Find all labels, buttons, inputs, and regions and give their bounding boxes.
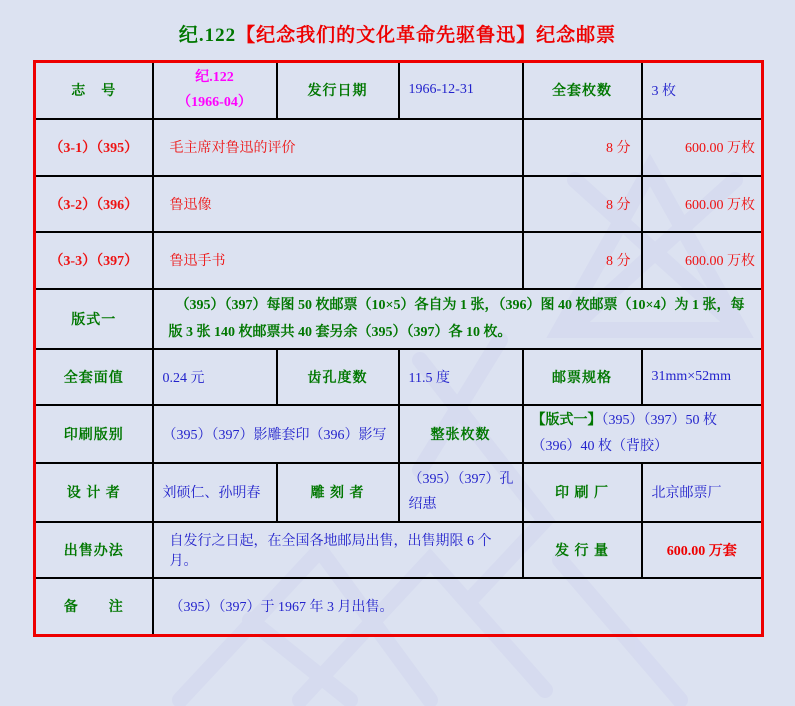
- format-label: 版式一: [35, 289, 153, 349]
- row-format: [35, 289, 763, 349]
- stamp-quantity: 600.00 万枚: [642, 176, 763, 232]
- sheet-count-prefix: 【版式一】: [531, 412, 602, 428]
- page-title: [0, 20, 795, 47]
- circulation-value: 600.00 万套: [642, 522, 763, 578]
- format-value: （395）（397）每图 50 枚邮票（10×5）各自为 1 张，（396）图 40 枚邮票（10×4）为 1 张，每版 3 张 140 枚邮票共 40 套另余（395）（397）各 10 枚。: [153, 289, 763, 349]
- title-text: 【纪念我们的文化革命先驱鲁迅】纪念邮票: [236, 25, 617, 46]
- row-sale-method: [35, 522, 763, 578]
- stamp-name: 毛主席对鲁迅的评价: [153, 119, 523, 176]
- stamp-no: （3-2）（396）: [35, 176, 153, 232]
- stamp-denomination: 8 分: [523, 176, 642, 232]
- sale-method-value: 自发行之日起，在全国各地邮局出售，出售期限 6 个月。: [153, 522, 523, 578]
- perforation-value: 11.5 度: [399, 349, 523, 405]
- stamp-info-table: [33, 60, 764, 637]
- stamp-denomination: 8 分: [523, 232, 642, 289]
- circulation-label: 发 行 量: [523, 522, 642, 578]
- engraver-value: （395）（397）孔绍惠: [399, 463, 523, 522]
- stamp-size-value: 31mm×52mm: [642, 349, 763, 405]
- row-remark: [35, 578, 763, 636]
- printing-label: 印刷版别: [35, 405, 153, 463]
- row-designer: [35, 463, 763, 522]
- sheet-count-label: 整张枚数: [399, 405, 523, 463]
- catalog-code: 纪.122: [178, 25, 237, 46]
- printer-value: 北京邮票厂: [642, 463, 763, 522]
- stamp-row: [35, 176, 763, 232]
- engraver-label: 雕 刻 者: [277, 463, 399, 522]
- sale-method-label: 出售办法: [35, 522, 153, 578]
- catalog-no-label: 志 号: [35, 62, 153, 119]
- stamp-quantity: 600.00 万枚: [642, 119, 763, 176]
- stamp-size-label: 邮票规格: [523, 349, 642, 405]
- issue-date-value: 1966-12-31: [399, 62, 523, 119]
- face-value-value: 0.24 元: [153, 349, 277, 405]
- row-catalog: [35, 62, 763, 119]
- perforation-label: 齿孔度数: [277, 349, 399, 405]
- designer-label: 设 计 者: [35, 463, 153, 522]
- stamp-row: [35, 119, 763, 176]
- issue-date-label: 发行日期: [277, 62, 399, 119]
- stamp-quantity: 600.00 万枚: [642, 232, 763, 289]
- stamp-no: （3-3）（397）: [35, 232, 153, 289]
- stamp-name: 鲁迅像: [153, 176, 523, 232]
- stamp-no: （3-1）（395）: [35, 119, 153, 176]
- stamp-name: 鲁迅手书: [153, 232, 523, 289]
- designer-value: 刘硕仁、孙明春: [153, 463, 277, 522]
- sheet-count-value: 【版式一】（395）（397）50 枚（396）40 枚（背胶）: [523, 405, 763, 463]
- row-printing: [35, 405, 763, 463]
- row-face-value: [35, 349, 763, 405]
- stamp-row: [35, 232, 763, 289]
- set-count-label: 全套枚数: [523, 62, 642, 119]
- stamp-denomination: 8 分: [523, 119, 642, 176]
- printer-label: 印 刷 厂: [523, 463, 642, 522]
- printing-value: （395）（397）影雕套印（396）影写: [153, 405, 399, 463]
- remark-value: （395）（397）于 1967 年 3 月出售。: [153, 578, 763, 636]
- set-count-value: 3 枚: [642, 62, 763, 119]
- catalog-no-value: 纪.122 （1966-04）: [153, 62, 277, 119]
- remark-label: 备 注: [35, 578, 153, 636]
- face-value-label: 全套面值: [35, 349, 153, 405]
